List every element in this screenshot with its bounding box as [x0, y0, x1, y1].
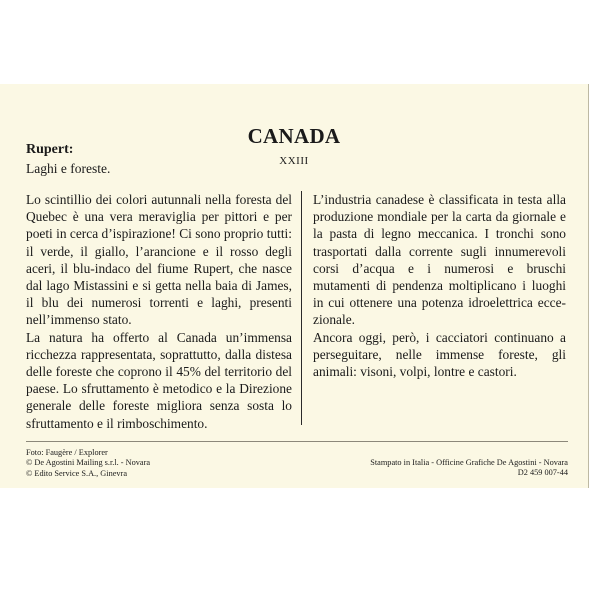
right-column: [313, 191, 566, 380]
right-paragraph-1: L’industria canadese è classificata in testa alla produzione mondiale per la carta da giornale e la pasta di legno meccanica. I tronchi sono trasportati dalla corrente sugli innumerevoli corsi d’acqua e i numerosi e bruschi mutamenti di pendenza moltiplicano i luoghi in cui ottenere una potenza idroelettrica eccezionale.: [313, 192, 566, 328]
right-paragraph-2: Ancora oggi, però, i cacciatori continuano a perseguitare, nelle immense foreste, gli animali: visoni, volpi, lontre e castori.: [313, 329, 566, 380]
printer-line: Stampato in Italia - Officine Grafiche De Agostini - Novara: [370, 458, 568, 467]
credit-line: © Edito Service S.A., Ginevra: [26, 468, 128, 478]
credit-line: Foto: Faugère / Explorer: [26, 448, 108, 457]
page-title: CANADA: [247, 124, 341, 148]
subject-subtitle: Laghi e foreste.: [26, 161, 111, 176]
photo-credits: [26, 448, 150, 479]
column-divider: [301, 191, 302, 425]
postcard: [0, 84, 589, 488]
credit-line: © De Agostini Mailing s.r.l. - Novara: [26, 458, 151, 468]
footer-rule: [26, 441, 568, 442]
left-paragraph-2: La natura ha offerto al Canada un’immensa ricchezza rappresentata, soprattutto, dalla distesa delle foreste che coprono il 45% del territorio del paese. Lo sfruttamento è metodico e la Direzione generale delle foreste migliora senza sosta lo sfruttamento e il rimboschimento.: [26, 329, 292, 431]
left-paragraph-1: Lo scintillio dei colori autunnali nella foresta del Quebec è una vera meraviglia per pittori e per poeti in cerca d’ispirazione! Ci sono proprio tutti: il verde, il giallo, l’arancione e il rosso degli aceri, il blu-indaco del fiume Rupert, che nasce dal lago Mistassini e si getta nella baia di James, il blu dei numerosi torrenti e laghi, presenti nell’immenso stato.: [26, 192, 292, 328]
left-column: [26, 191, 292, 432]
subject-heading: Rupert:: [26, 142, 74, 157]
product-code: D2 459 007-44: [517, 468, 568, 478]
card-number: XXIII: [279, 155, 309, 167]
printer-info: [370, 458, 568, 479]
